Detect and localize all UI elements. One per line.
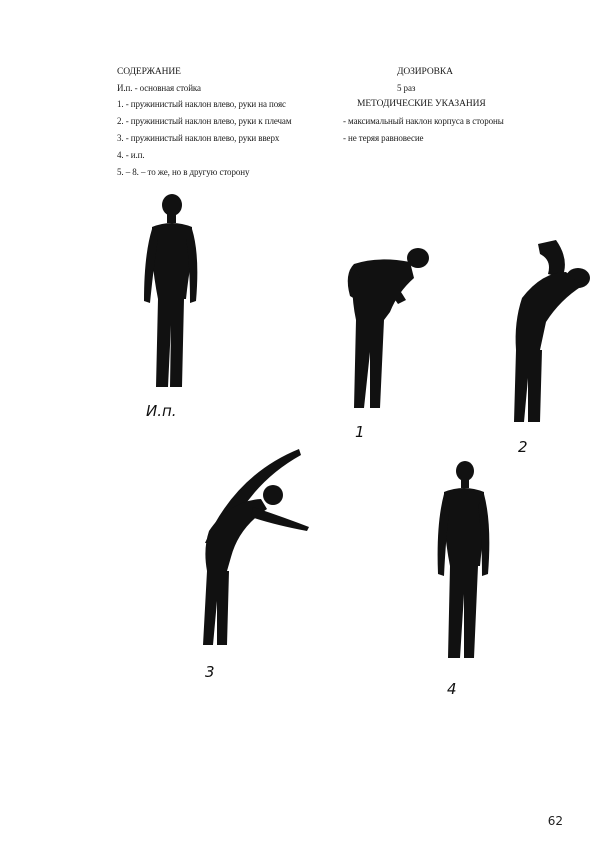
content-line-5: 5. – 8. – то же, но в другую сторону (117, 167, 250, 177)
caption-3: 3 (205, 663, 215, 681)
content-line-3: 3. - пружинистый наклон влево, руки вверх (117, 133, 280, 143)
caption-4: 4 (447, 680, 457, 698)
figure-4-start-position (432, 460, 492, 662)
content-line-4: 4. - и.п. (117, 150, 145, 160)
content-line-2: 2. - пружинистый наклон влево, руки к плечам (117, 116, 292, 126)
page-number: 62 (547, 814, 563, 828)
guidelines-title: МЕТОДИЧЕСКИЕ УКАЗАНИЯ (357, 99, 486, 109)
content-line-1: 1. - пружинистый наклон влево, руки на пояс (117, 99, 286, 109)
caption-1: 1 (355, 423, 365, 441)
content-title: СОДЕРЖАНИЕ (117, 67, 181, 77)
dosage-value: 5 раз (397, 83, 416, 93)
figure-2-bend-hands-to-shoulders (512, 238, 595, 428)
figure-start-position (128, 193, 200, 393)
content-line-0: И.п. - основная стойка (117, 83, 201, 93)
dosage-title: ДОЗИРОВКА (397, 67, 453, 77)
guideline-line-0: - максимальный наклон корпуса в стороны (343, 116, 504, 126)
figure-1-bend-hands-on-waist (340, 240, 440, 415)
figure-3-bend-arms-up (195, 447, 315, 647)
caption-start: И.п. (146, 402, 177, 420)
guideline-line-1: - не теряя равновесие (343, 133, 424, 143)
caption-2: 2 (518, 438, 528, 456)
